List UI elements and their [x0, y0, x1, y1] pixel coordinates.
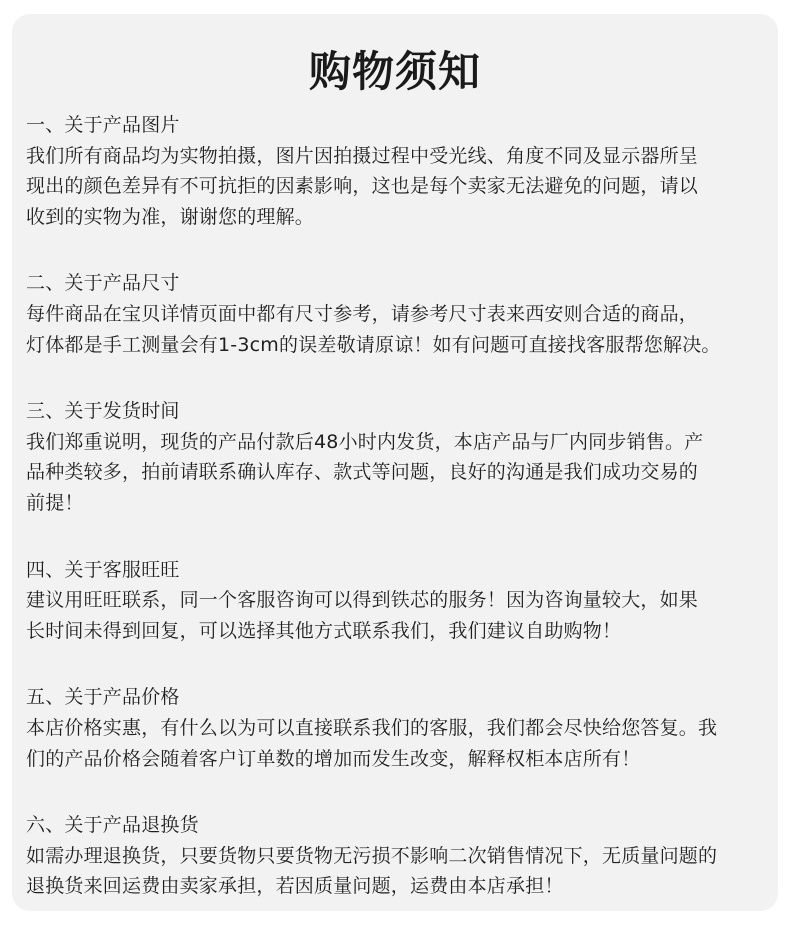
- section-text-line: 品种类较多，拍前请联系确认库存、款式等问题，良好的沟通是我们成功交易的: [26, 461, 699, 484]
- section-heading: 三、关于发货时间: [26, 400, 180, 423]
- section-product-price: [26, 682, 786, 774]
- section-heading: 五、关于产品价格: [26, 686, 180, 709]
- section-text-line: 灯体都是手工测量会有1-3cm的误差敬请原谅！如有问题可直接找客服帮您解决。: [26, 333, 721, 356]
- section-text-line: 退换货来回运费由卖家承担，若因质量问题，运费由本店承担！: [26, 875, 564, 898]
- section-text-line: 收到的实物为准，谢谢您的理解。: [26, 205, 315, 228]
- section-heading: 四、关于客服旺旺: [26, 558, 180, 581]
- section-product-size: [26, 268, 786, 360]
- section-heading: 一、关于产品图片: [26, 114, 180, 136]
- section-text-line: 长时间未得到回复，可以选择其他方式联系我们，我们建议自助购物！: [26, 619, 622, 642]
- section-text-line: 们的产品价格会随着客户订单数的增加而发生改变，解释权柜本店所有！: [26, 747, 641, 770]
- section-heading: 六、关于产品退换货: [26, 814, 199, 837]
- section-text-line: 我们所有商品均为实物拍摄，图片因拍摄过程中受光线、角度不同及显示器所呈: [26, 144, 699, 167]
- section-product-images: [26, 110, 786, 232]
- section-text-line: 现出的颜色差异有不可抗拒的因素影响，这也是每个卖家无法避免的问题，请以: [26, 175, 699, 198]
- notice-card: [12, 14, 778, 911]
- section-text-line: 如需办理退换货，只要货物只要货物无污损不影响二次销售情况下，无质量问题的: [26, 844, 718, 867]
- section-shipping-time: [26, 396, 786, 518]
- page-title: 购物须知: [308, 47, 481, 96]
- section-heading: 二、关于产品尺寸: [26, 272, 180, 295]
- section-text-line: 我们郑重说明，现货的产品付款后48小时内发货，本店产品与厂内同步销售。产: [26, 430, 704, 453]
- section-customer-service: [26, 555, 786, 647]
- notice-content: [26, 110, 786, 902]
- section-text-line: 前提！: [26, 491, 84, 514]
- section-text-line: 每件商品在宝贝详情页面中都有尺寸参考，请参考尺寸表来西安则合适的商品，: [26, 302, 699, 325]
- section-text-line: 本店价格实惠，有什么以为可以直接联系我们的客服，我们都会尽快给您答复。我: [26, 716, 718, 739]
- section-returns-exchanges: [26, 810, 786, 902]
- section-text-line: 建议用旺旺联系，同一个客服咨询可以得到铁芯的服务！因为咨询量较大，如果: [26, 589, 699, 612]
